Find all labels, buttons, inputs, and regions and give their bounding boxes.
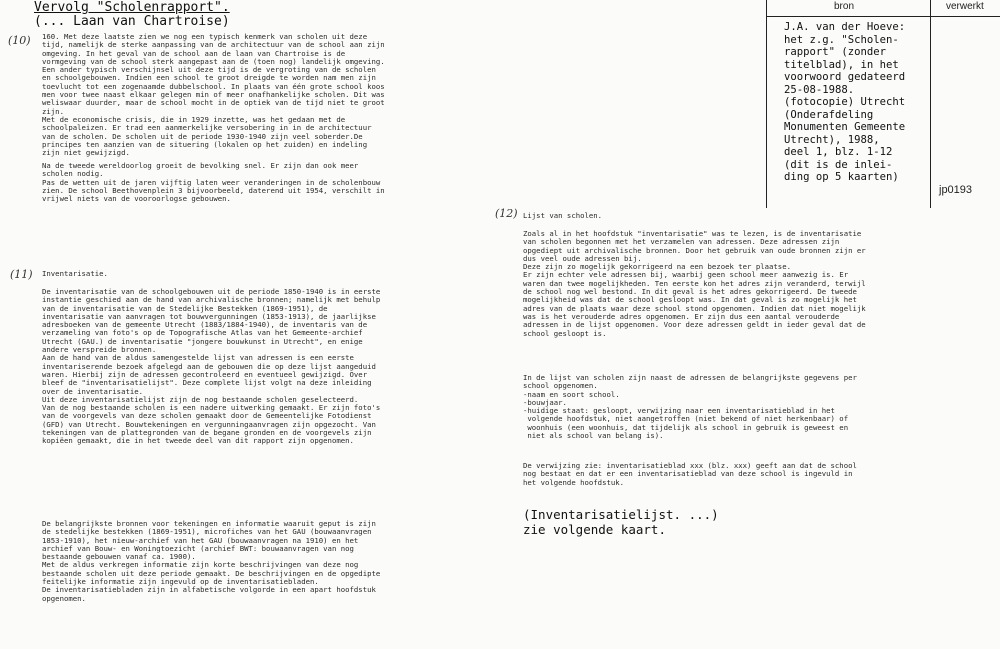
- closing-line-1: (Inventarisatielijst. ...): [523, 507, 719, 522]
- page-subtitle: (... Laan van Chartroise): [34, 14, 230, 29]
- left-paragraph-3: De inventarisatie van de schoolgebouwen uit de periode 1850-1940 is in eerste instantie geschied aan de hand van archivalische bronnen; namelijk met behulp van de inventarisatie van de Stedelijke Bestekken (1869-1951), de inventarisatie van aanvragen tot bouwvergunningen (1853-1913), de jaarlijkse adresboeken van de gemeente Utrecht (1883/1884-1940), de inventaris van de verzameling van foto's op de Topografische Atlas van het Gemeente-archief Utrecht (GAU.) de inventarisatie "jongere bouwkunst in Utrecht", en enige andere verspreide bronnen. Aan de hand van de aldus samengestelde lijst van adressen is een eerste inventariserende bezoek afgelegd aan de gebouwen die op deze lijst aangeduid waren. Hierbij zijn de adressen gecontroleerd en eventueel gewijzigd. Over bleef de "inventarisatielijst". Deze complete lijst volgt na deze inleiding over de inventarisatie. Uit deze inventarisatielijst zijn de nog bestaande scholen geselecteerd. Van de nog bestaande scholen is een nadere uitwerking gemaakt. Er zijn foto's van de voorgevels van deze scholen gemaakt door de Gemeentelijke Fotodienst (GFD) van Utrecht. Bouwtekeningen en vergunningaanvragen zijn opgezocht. Van tekeningen van de plattegronden van de begane gronden en de voorgevels zijn kopiëen gemaakt, die in het tweede deel van dit rapport zijn opgenomen.: [42, 287, 381, 446]
- margin-note-10: (10): [8, 34, 31, 47]
- column-header-bron: bron: [834, 1, 855, 12]
- margin-note-12: (12): [495, 207, 518, 220]
- left-paragraph-4: De belangrijkste bronnen voor tekeningen en informatie waaruit geput is zijn de stedelijke bestekken (1869-1951), microfiches van het GAU (bouwaanvragen 1853-1910), het nieuw-archief van het GAU (bouwaanvragen na 1910) en het archief van Bouw- en Woningtoezicht (archief BWT: bouwaanvragen van nog bestaande gebouwen vanaf ca. 1900). Met de aldus verkregen informatie zijn korte beschrijvingen van deze nog bestaande scholen uit deze periode gemaakt. De beschrijvingen en de opgedipte feitelijke informatie zijn ingevuld op de inventarisatiebladen. De inventarisatiebladen zijn in alfabetische volgorde in een apart hoofdstuk opgenomen.: [42, 519, 381, 603]
- source-box-left-border: [766, 0, 767, 208]
- left-paragraph-2: Na de tweede wereldoorlog groeit de bevolking snel. Er zijn dan ook meer scholen nodig. Pas de wetten uit de jaren vijftig laten weer veranderingen in de scholenbouw zien. De school Beethovenplein 3 bijvoorbeeld, daterend uit 1954, verschilt in vrijwel niets van de vooroorlogse gebouwen.: [42, 161, 385, 204]
- right-paragraph-3: De verwijzing zie: inventarisatieblad xxx (blz. xxx) geeft aan dat de school nog bestaat en dat er een inventarisatieblad van deze school is ingevuld in het volgende hoofdstuk.: [523, 461, 857, 487]
- right-paragraph-1: Zoals al in het hoofdstuk "inventarisatie" was te lezen, is de inventarisatie van scholen begonnen met het verzamelen van adressen. Deze adressen zijn opgediept uit archivalische bronnen. Door het gebruik van oude bronnen zijn er dus veel oude adressen bij. Deze zijn zo mogelijk gekorrigeerd na een bezoek ter plaatse. Er zijn echter vele adressen bij, waarbij geen school meer aanwezig is. Er waren dan twee mogelijkheden. Ten eerste kon het adres zijn veranderd, terwijl de school nog wel bestond. In dit geval is het adres gekorrigeerd. De tweede mogelijkheid was dat de school gesloopt was. In dat geval is zo mogelijk het adres van de plaats waar deze school stond opgenomen. Indien dat niet mogelijk was is het verouderde adres opgenomen. Er zijn dus een aantal verouderde adressen in de lijst opgenomen. Voor deze adressen geldt in ieder geval dat de school gesloopt is.: [523, 229, 866, 338]
- right-paragraph-2: In de lijst van scholen zijn naast de adressen de belangrijkste gegevens per school opgenomen. -naam en soort school. -bouwjaar. -huidige staat: gesloopt, verwijzing naar een inventarisatieblad in het volgende hoofdstuk, niet aangetroffen (niet bekend of niet herkenbaar) of woonhuis (een woonhuis, dat tijdelijk als school in gebruik is geweest en niet als school van belang is).: [523, 373, 857, 441]
- source-box-column-divider: [930, 0, 931, 208]
- source-box: [766, 0, 1000, 208]
- heading-lijst-van-scholen: Lijst van scholen.: [523, 211, 603, 220]
- archive-code: jp0193: [939, 184, 973, 196]
- heading-inventarisatie: Inventarisatie.: [42, 269, 108, 278]
- source-box-header-rule: [766, 16, 1000, 17]
- closing-line-2: zie volgende kaart.: [523, 522, 666, 537]
- page-title: Vervolg "Scholenrapport".: [34, 0, 230, 15]
- margin-note-11: (11): [10, 268, 33, 281]
- left-paragraph-1: 160. Met deze laatste zien we nog een typisch kenmerk van scholen uit deze tijd, namelijk de sterke aanpassing van de architectuur van de school aan zijn omgeving. In het geval van de school aan de laan van Chartroise is de vormgeving van de school sterk aangepast aan de (toen nog) landelijk omgeving. Een ander typisch verschijnsel uit deze tijd is de vergroting van de scholen en schoolgebouwen. Indien een school te groot dreigde te worden nam men zijn toevlucht tot een zogenaamde dubbelschool. In plaats van één grote school koos men voor twee naast elkaar gelegen min of meer onafhankelijke scholen. Dit was weliswaar duurder, maar de school mocht in de optiek van de tijd niet te groot zijn. Met de economische crisis, die in 1929 inzette, was het gedaan met de schoolpaleizen. Er trad een aanmerkelijke versobering in in de architectuur van de scholen. De scholen uit de periode 1930-1940 zijn veel soberder.De principes ten aanzien van de situering (lokalen op het zuiden) en indeling zijn niet gewijzigd.: [42, 32, 385, 158]
- column-header-verwerkt: verwerkt: [946, 1, 984, 12]
- source-description: J.A. van der Hoeve: het z.g. "Scholen- rapport" (zonder titelblad), in het voorwoord gedateerd 25-08-1988. (fotocopie) Utrecht (Onderafdeling Monumenten Gemeente Utrecht), 1988, deel 1, blz. 1-12 (dit is de inlei- ding op 5 kaarten): [784, 21, 906, 183]
